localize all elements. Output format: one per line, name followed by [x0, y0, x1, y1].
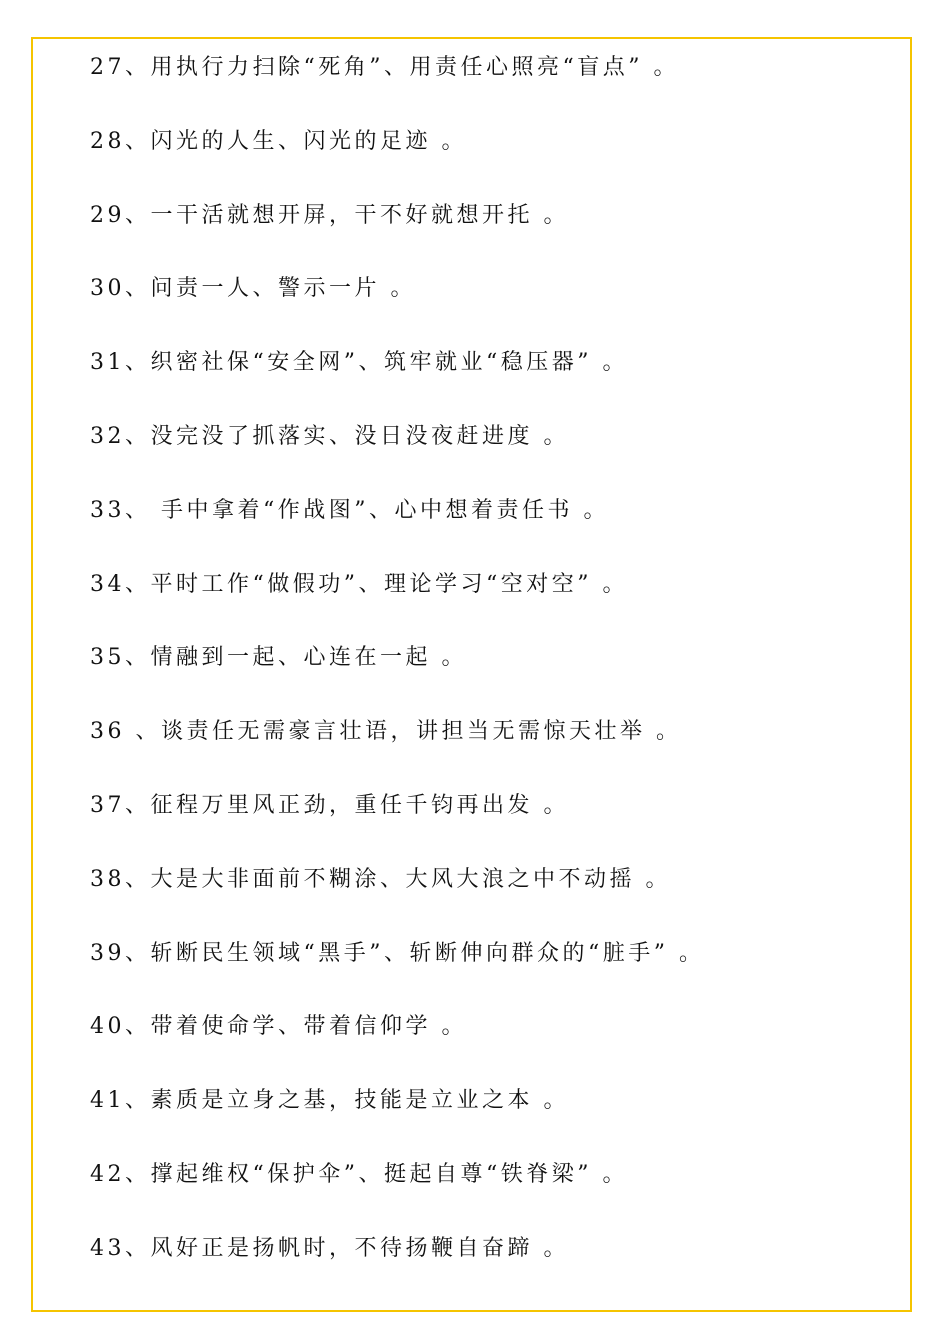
slogan-list: [90, 48, 704, 1303]
list-item: 31、织密社保“安全网”、筑牢就业“稳压器” 。: [90, 350, 628, 376]
list-item: 41、素质是立身之基，技能是立业之本 。: [90, 1088, 569, 1114]
list-item: 33、 手中拿着“作战图”、心中想着责任书 。: [90, 497, 609, 523]
list-item: 38、大是大非面前不糊涂、大风大浪之中不动摇 。: [90, 866, 671, 892]
list-item: 43、风好正是扬帆时，不待扬鞭自奋蹄 。: [90, 1235, 569, 1261]
list-item: 42、撑起维权“保护伞”、挺起自尊“铁脊梁” 。: [90, 1161, 628, 1187]
list-item: 28、闪光的人生、闪光的足迹 。: [90, 128, 467, 154]
list-item: 36 、谈责任无需豪言壮语，讲担当无需惊天壮举 。: [90, 719, 682, 745]
list-item: 34、平时工作“做假功”、理论学习“空对空” 。: [90, 571, 628, 597]
list-item: 32、没完没了抓落实、没日没夜赶进度 。: [90, 423, 569, 449]
list-item: 27、用执行力扫除“死角”、用责任心照亮“盲点” 。: [90, 55, 679, 80]
list-item: 37、征程万里风正劲，重任千钧再出发 。: [90, 792, 569, 818]
list-item: 40、带着使命学、带着信仰学 。: [90, 1014, 467, 1040]
list-item: 39、斩断民生领域“黑手”、斩断伸向群众的“脏手” 。: [90, 940, 705, 966]
list-item: 35、情融到一起、心连在一起 。: [90, 645, 467, 671]
list-item: 30、问责一人、警示一片 。: [90, 276, 416, 302]
list-item: 29、一干活就想开屏，干不好就想开托 。: [90, 202, 569, 228]
